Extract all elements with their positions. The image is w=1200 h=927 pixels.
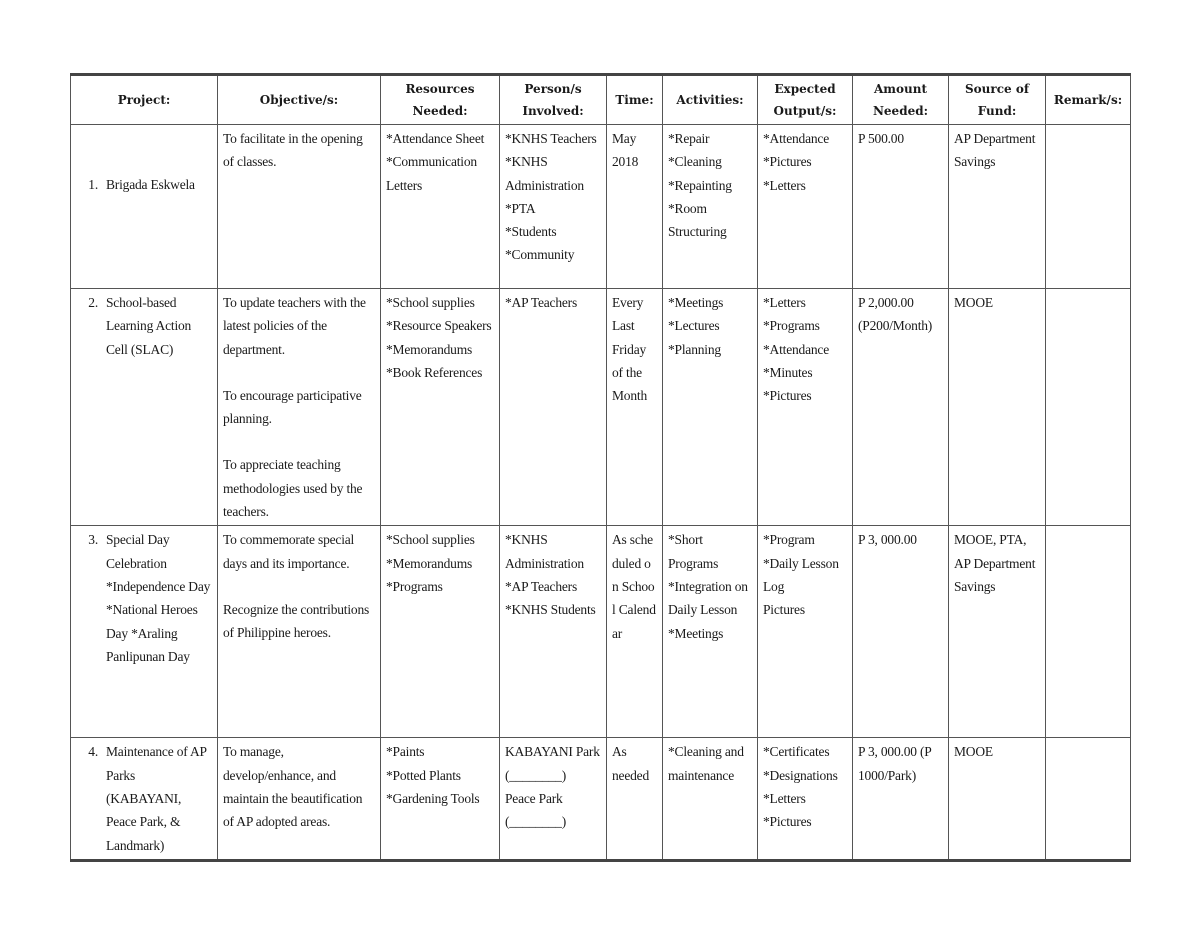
activities-cell <box>663 738 758 860</box>
resources-cell <box>381 125 500 289</box>
remarks-cell <box>1046 289 1131 526</box>
amount-cell: P 3, 000.00 (P 1000/Park) <box>853 738 949 860</box>
person-item: *Community <box>505 247 575 263</box>
resource-item: *Paints <box>386 744 425 760</box>
row-number: 3. <box>88 532 98 548</box>
row-number: 2. <box>88 295 98 310</box>
output-item: *Pictures <box>763 154 812 170</box>
output-item: *Certificates <box>763 744 830 760</box>
source-cell: MOOE <box>949 289 1046 526</box>
project-cell <box>71 125 218 289</box>
output-item: *Minutes <box>763 364 813 380</box>
objective-text: Recognize the contributions of Philippine heroes. <box>223 601 370 641</box>
activities-cell <box>663 125 758 289</box>
header-source: Source of Fund: <box>949 75 1046 125</box>
objectives-cell <box>218 526 381 738</box>
person-item: *AP Teachers <box>505 578 578 594</box>
activity-item: *Repainting <box>668 177 732 193</box>
resource-item: *Communication Letters <box>386 154 477 193</box>
row-number: 4. <box>88 744 98 760</box>
source-cell: AP Department Savings <box>949 125 1046 289</box>
time-cell: As scheduled on School Calendar <box>607 526 663 738</box>
project-name: Special Day Celebration *Independence Day *National Heroes Day *Araling Panlipunan Day <box>106 532 211 664</box>
resources-cell <box>381 526 500 738</box>
remarks-cell <box>1046 738 1131 860</box>
resource-item: *School supplies <box>386 532 475 548</box>
person-item: *KNHS Students <box>505 602 596 618</box>
output-item: *Pictures <box>763 814 812 830</box>
resources-cell <box>381 738 500 860</box>
header-amount: Amount Needed: <box>853 75 949 125</box>
source-cell: MOOE <box>949 738 1046 860</box>
output-cell <box>758 289 853 526</box>
output-cell <box>758 125 853 289</box>
source-cell: MOOE, PTA, AP Department Savings <box>949 526 1046 738</box>
output-cell <box>758 738 853 860</box>
person-item: KABAYANI Park (________) <box>505 744 600 783</box>
objective-text: To facilitate in the opening of classes. <box>223 131 363 170</box>
header-activities: Activities: <box>663 75 758 125</box>
objective-text: To manage, develop/enhance, and maintain the beautification of AP adopted areas. <box>223 744 363 830</box>
resources-cell <box>381 289 500 526</box>
table-row <box>71 125 1131 289</box>
activity-item: *Short Programs <box>668 532 719 571</box>
time-cell: As needed <box>607 738 663 860</box>
activity-item: *Cleaning and maintenance <box>668 744 744 783</box>
person-item: *KNHS Administration <box>505 532 584 571</box>
activity-item: *Cleaning <box>668 154 722 170</box>
header-project: Project: <box>71 75 218 125</box>
output-item: *Letters <box>763 295 806 310</box>
activity-item: *Meetings <box>668 625 724 641</box>
objectives-cell <box>218 738 381 860</box>
output-item: *Attendance <box>763 131 830 146</box>
header-row <box>71 75 1131 125</box>
activity-item: *Planning <box>668 341 721 357</box>
persons-cell <box>500 125 607 289</box>
activities-cell <box>663 289 758 526</box>
objective-text: To appreciate teaching methodologies used by the teachers. <box>223 457 363 520</box>
person-item: *PTA <box>505 200 536 216</box>
output-item: *Daily Lesson Log <box>763 555 839 594</box>
resource-item: *Memorandums <box>386 341 473 357</box>
header-output: Expected Output/s: <box>758 75 853 125</box>
table-row <box>71 526 1131 738</box>
project-plan-sheet <box>70 73 1130 862</box>
output-cell <box>758 526 853 738</box>
activity-item: *Room Structuring <box>668 200 727 240</box>
persons-cell <box>500 289 607 526</box>
person-item: *KNHS Administration <box>505 154 584 193</box>
output-item: *Designations <box>763 767 838 783</box>
output-item: *Program <box>763 532 815 548</box>
output-item: *Pictures <box>763 388 812 404</box>
person-item: *AP Teachers <box>505 295 578 310</box>
objective-text: To encourage participative planning. <box>223 387 362 427</box>
resource-item: *School supplies <box>386 295 475 310</box>
project-plan-table <box>70 73 1131 862</box>
row-number: 1. <box>88 177 98 192</box>
header-objective: Objective/s: <box>218 75 381 125</box>
persons-cell <box>500 738 607 860</box>
objectives-cell <box>218 125 381 289</box>
project-cell <box>71 289 218 526</box>
header-persons: Person/s Involved: <box>500 75 607 125</box>
header-time: Time: <box>607 75 663 125</box>
activity-item: *Lectures <box>668 318 720 334</box>
person-item: Peace Park (________) <box>505 790 566 830</box>
output-item: Pictures <box>763 602 805 618</box>
person-item: *KNHS Teachers <box>505 131 597 146</box>
header-resources: Resources Needed: <box>381 75 500 125</box>
objective-text: To commemorate special days and its importance. <box>223 532 355 571</box>
resource-item: *Resource Speakers <box>386 318 492 334</box>
project-cell <box>71 738 218 860</box>
activity-item: *Integration on Daily Lesson <box>668 578 748 618</box>
output-item: *Programs <box>763 318 820 334</box>
resource-item: *Book References <box>386 364 483 380</box>
resource-item: *Attendance Sheet <box>386 131 485 146</box>
activities-cell <box>663 526 758 738</box>
time-cell: May 2018 <box>607 125 663 289</box>
project-name: Brigada Eskwela <box>106 177 195 192</box>
activity-item: *Meetings <box>668 295 724 310</box>
objectives-cell <box>218 289 381 526</box>
project-name: School-based Learning Action Cell (SLAC) <box>106 295 192 357</box>
output-item: *Letters <box>763 177 806 193</box>
amount-cell: P 500.00 <box>853 125 949 289</box>
time-cell: Every Last Friday of the Month <box>607 289 663 526</box>
remarks-cell <box>1046 526 1131 738</box>
objective-text: To update teachers with the latest policies of the department. <box>223 295 366 357</box>
resource-item: *Programs <box>386 578 443 594</box>
amount-cell: P 2,000.00 (P200/Month) <box>853 289 949 526</box>
header-remarks: Remark/s: <box>1046 75 1131 125</box>
activity-item: *Repair <box>668 131 710 146</box>
resource-item: *Gardening Tools <box>386 790 480 806</box>
output-item: *Letters <box>763 790 806 806</box>
amount-cell: P 3, 000.00 <box>853 526 949 738</box>
resource-item: *Memorandums <box>386 555 473 571</box>
project-cell <box>71 526 218 738</box>
project-name: Maintenance of AP Parks (KABAYANI, Peace Park, & Landmark) <box>106 744 207 853</box>
remarks-cell <box>1046 125 1131 289</box>
person-item: *Students <box>505 224 557 240</box>
persons-cell <box>500 526 607 738</box>
output-item: *Attendance <box>763 341 830 357</box>
table-row <box>71 738 1131 860</box>
table-row <box>71 289 1131 526</box>
resource-item: *Potted Plants <box>386 767 461 783</box>
